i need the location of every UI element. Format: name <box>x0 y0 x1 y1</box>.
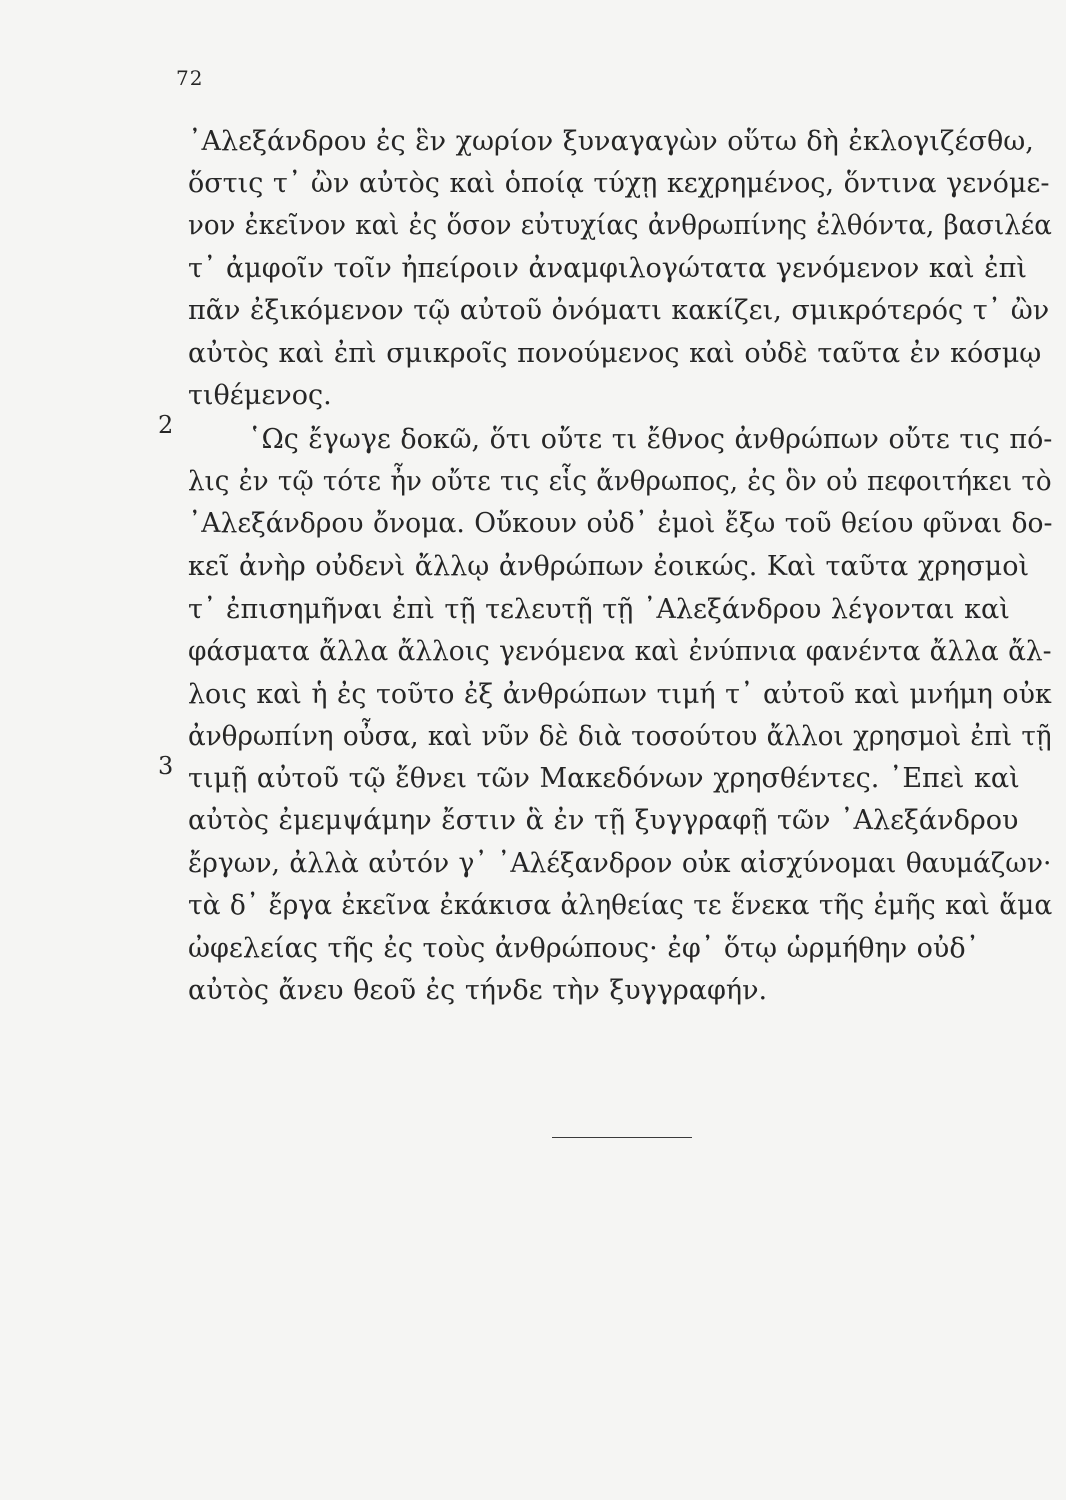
text-line: νον ἐκεῖνον καὶ ἐς ὅσον εὐτυχίας ἀνθρωπίνης ἐλθόντα, βασιλέα <box>188 210 1052 241</box>
text-line: τιθέμενος. <box>188 380 332 411</box>
text-line: ῾Ως ἔγωγε δοκῶ, ὅτι οὔτε τι ἔθνος ἀνθρώπων οὔτε τις πό- <box>248 424 1053 455</box>
text-line: πᾶν ἐξικόμενον τῷ αὐτοῦ ὀνόματι κακίζει, σμικρότερός τ᾿ ὢν <box>188 295 1050 326</box>
text-line: ᾿Αλεξάνδρου ὄνομα. Οὔκουν οὐδ᾿ ἐμοὶ ἔξω τοῦ θείου φῦναι δο- <box>188 508 1053 539</box>
text-line: λοις καὶ ἡ ἐς τοῦτο ἐξ ἀνθρώπων τιμή τ᾿ αὐτοῦ καὶ μνήμη οὐκ <box>188 679 1052 710</box>
text-line: αὐτὸς ἐμεμψάμην ἔστιν ἃ ἐν τῇ ξυγγραφῇ τῶν ᾿Αλεξάνδρου <box>188 805 1019 836</box>
text-line: κεῖ ἀνὴρ οὐδενὶ ἄλλῳ ἀνθρώπων ἐοικώς. Καὶ ταῦτα χρησμοὶ <box>188 551 1030 582</box>
text-line: τ᾿ ἀμφοῖν τοῖν ἠπείροιν ἀναμφιλογώτατα γενόμενον καὶ ἐπὶ <box>188 253 1027 284</box>
text-line: αὐτὸς ἄνευ θεοῦ ἐς τήνδε τὴν ξυγγραφήν. <box>188 975 768 1006</box>
text-line: τὰ δ᾿ ἔργα ἐκεῖνα ἐκάκισα ἀληθείας τε ἕνεκα τῆς ἐμῆς καὶ ἅμα <box>188 890 1053 921</box>
text-line: ᾿Αλεξάνδρου ἐς ἓν χωρίον ξυναγαγὼν οὕτω δὴ ἐκλογιζέσθω, <box>188 126 1034 157</box>
text-line: ἀνθρωπίνη οὖσα, καὶ νῦν δὲ διὰ τοσούτου ἄλλοι χρησμοὶ ἐπὶ τῇ <box>188 721 1052 752</box>
text-line: ὠφελείας τῆς ἐς τοὺς ἀνθρώπους· ἐφ᾿ ὅτῳ ὡρμήθην οὐδ᾿ <box>188 933 980 964</box>
section-number-3: 3 <box>158 752 174 780</box>
page-number: 72 <box>176 66 204 90</box>
section-number-2: 2 <box>158 411 174 439</box>
text-line: ἔργων, ἀλλὰ αὐτόν γ᾿ ᾿Αλέξανδρον οὐκ αἰσχύνομαι θαυμάζων· <box>188 848 1052 879</box>
text-line: λις ἐν τῷ τότε ἦν οὔτε τις εἷς ἄνθρωπος, ἐς ὃν οὐ πεφοιτήκει τὸ <box>188 466 1052 497</box>
end-rule <box>552 1137 692 1138</box>
text-line: φάσματα ἄλλα ἄλλοις γενόμενα καὶ ἐνύπνια φανέντα ἄλλα ἄλ- <box>188 636 1052 667</box>
text-line: αὐτὸς καὶ ἐπὶ σμικροῖς πονούμενος καὶ οὐδὲ ταῦτα ἐν κόσμῳ <box>188 338 1042 369</box>
text-line: τ᾿ ἐπισημῆναι ἐπὶ τῇ τελευτῇ τῇ ᾿Αλεξάνδρου λέγονται καὶ <box>188 594 1010 625</box>
text-line: τιμῇ αὐτοῦ τῷ ἔθνει τῶν Μακεδόνων χρησθέντες. ᾿Επεὶ καὶ <box>188 763 1020 794</box>
text-line: ὅστις τ᾿ ὢν αὐτὸς καὶ ὁποίᾳ τύχῃ κεχρημένος, ὅντινα γενόμε- <box>188 168 1050 199</box>
